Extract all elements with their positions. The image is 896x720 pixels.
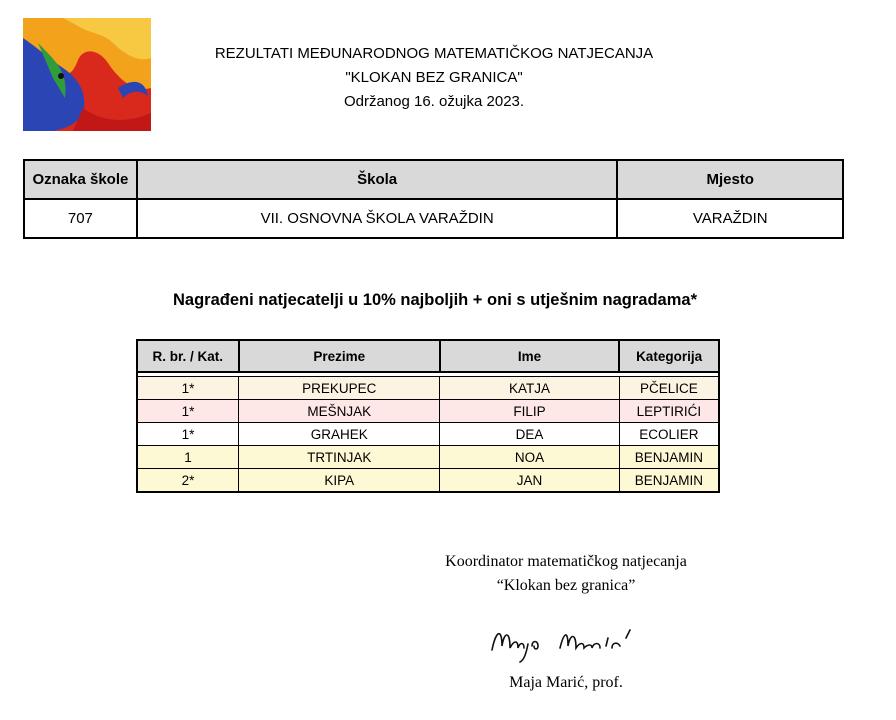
winner-rank: 1	[137, 446, 239, 469]
klokan-logo	[23, 18, 151, 131]
winner-category: PČELICE	[619, 377, 719, 400]
coordinator-block	[400, 550, 732, 598]
winner-surname: PREKUPEC	[239, 377, 440, 400]
winner-surname: KIPA	[239, 469, 440, 493]
winner-surname: GRAHEK	[239, 423, 440, 446]
winner-category: LEPTIRIĆI	[619, 400, 719, 423]
document-header	[150, 42, 718, 114]
header-competition-name: "KLOKAN BEZ GRANICA"	[345, 69, 523, 86]
school-place: VARAŽDIN	[617, 199, 843, 238]
winner-row	[137, 400, 719, 423]
winner-name: JAN	[440, 469, 619, 493]
winner-category: BENJAMIN	[619, 469, 719, 493]
signatory-name: Maja Marić, prof.	[509, 674, 623, 691]
coordinator-competition: “Klokan bez granica”	[496, 577, 636, 594]
winner-rank: 1*	[137, 400, 239, 423]
winner-row	[137, 423, 719, 446]
winners-subtitle: Nagrađeni natjecatelji u 10% najboljih + oni s utješnim nagradama*	[172, 291, 698, 309]
winner-name: NOA	[440, 446, 619, 469]
school-table	[23, 159, 844, 239]
winners-table	[136, 339, 720, 493]
winner-category: ECOLIER	[619, 423, 719, 446]
category-header: Kategorija	[619, 340, 719, 372]
winner-surname: TRTINJAK	[239, 446, 440, 469]
header-title: REZULTATI MEĐUNARODNOG MATEMATIČKOG NATJECANJA	[214, 45, 654, 62]
winner-surname: MEŠNJAK	[239, 400, 440, 423]
school-row	[24, 199, 843, 238]
winner-rank: 1*	[137, 423, 239, 446]
winner-rank: 2*	[137, 469, 239, 493]
winner-row	[137, 377, 719, 400]
school-name: VII. OSNOVNA ŠKOLA VARAŽDIN	[137, 199, 618, 238]
header-date: Održanog 16. ožujka 2023.	[343, 93, 525, 110]
coordinator-title: Koordinator matematičkog natjecanja	[445, 553, 687, 570]
handwritten-signature	[488, 620, 648, 664]
winner-rank: 1*	[137, 377, 239, 400]
winner-name: FILIP	[440, 400, 619, 423]
school-code: 707	[24, 199, 137, 238]
winner-row	[137, 446, 719, 469]
name-header: Ime	[440, 340, 619, 372]
winner-category: BENJAMIN	[619, 446, 719, 469]
surname-header: Prezime	[239, 340, 440, 372]
winner-name: DEA	[440, 423, 619, 446]
school-name-header: Škola	[137, 160, 618, 199]
school-place-header: Mjesto	[617, 160, 843, 199]
rank-header: R. br. / Kat.	[137, 340, 239, 372]
winner-row	[137, 469, 719, 493]
school-code-header: Oznaka škole	[24, 160, 137, 199]
winner-name: KATJA	[440, 377, 619, 400]
